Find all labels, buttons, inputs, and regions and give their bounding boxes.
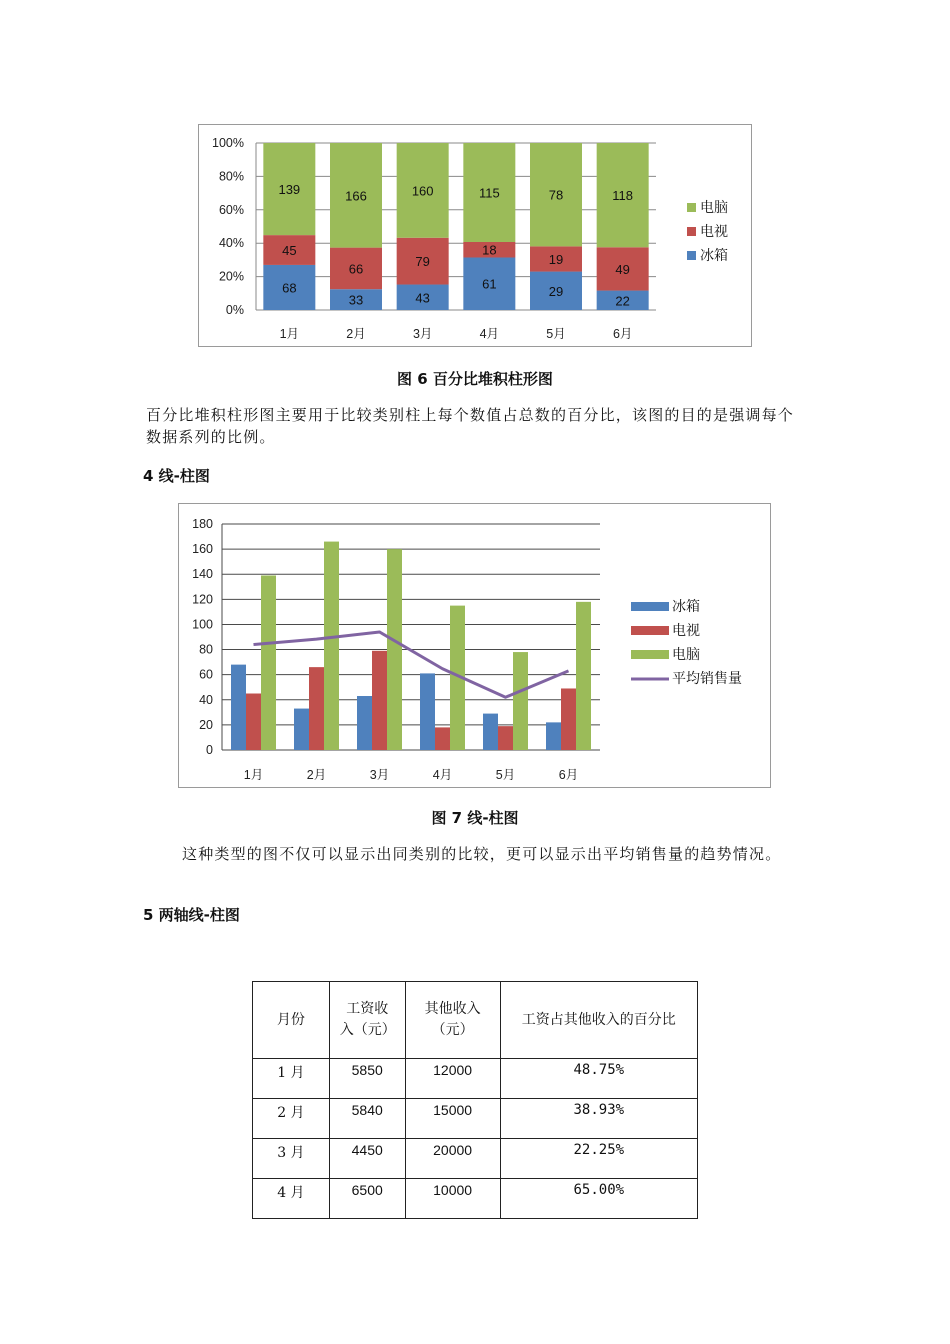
section-heading-line-bar-chart: 4 线-柱图 [143, 467, 210, 485]
y-tick-label: 80 [199, 642, 213, 657]
bar [387, 549, 402, 750]
data-label: 139 [278, 182, 301, 198]
line-bar-chart-svg [179, 504, 772, 789]
bar [483, 714, 498, 750]
y-tick-label: 60 [199, 667, 213, 682]
bar [546, 722, 561, 750]
table-row [253, 1099, 698, 1139]
cell-month: 1 月 [253, 1059, 330, 1099]
line-bar-chart [178, 503, 771, 788]
x-tick-label: 1月 [279, 327, 300, 341]
x-tick-label: 4月 [432, 768, 453, 782]
data-label: 18 [482, 242, 497, 258]
legend-label: 电脑 [700, 200, 728, 216]
legend-label: 电视 [700, 224, 728, 240]
table-row [253, 1139, 698, 1179]
bar [261, 575, 276, 750]
x-tick-label: 6月 [558, 768, 579, 782]
y-tick-label: 120 [192, 592, 213, 607]
y-tick-label: 180 [192, 517, 213, 531]
x-tick-label: 4月 [479, 327, 500, 341]
data-label: 78 [548, 187, 564, 203]
header-other-income-text: 其他收入（元） [424, 1001, 481, 1038]
bar [372, 651, 387, 750]
cell-salary: 4450 [329, 1139, 405, 1179]
y-tick-label: 20 [199, 717, 213, 732]
bar [246, 694, 261, 751]
header-other-income [405, 982, 500, 1059]
bar [357, 696, 372, 750]
data-label: 160 [411, 183, 434, 199]
table-row [253, 1179, 698, 1219]
cell-salary: 6500 [329, 1179, 405, 1219]
cell-month: 3 月 [253, 1139, 330, 1179]
x-tick-label: 2月 [306, 768, 327, 782]
bar [561, 688, 576, 750]
header-salary-ratio-text: 工资占其他收入的百分比 [521, 1011, 676, 1028]
x-tick-label: 5月 [546, 327, 566, 341]
legend-label: 冰箱 [700, 248, 728, 264]
y-tick-label: 160 [192, 542, 213, 557]
header-month: 月份 [253, 982, 330, 1059]
legend-swatch [687, 227, 696, 236]
percent-stacked-bar-chart-svg [199, 125, 753, 348]
cell-salary: 5840 [329, 1099, 405, 1139]
x-tick-label: 2月 [346, 327, 366, 341]
bar [309, 667, 324, 750]
x-tick-label: 3月 [369, 768, 390, 782]
cell-other-income: 20000 [405, 1139, 500, 1179]
percent-stacked-bar-chart [198, 124, 752, 347]
income-table [252, 981, 698, 1219]
figure-6-caption: 图 6 百分比堆积柱形图 [397, 370, 553, 388]
legend-swatch [631, 626, 669, 635]
cell-other-income: 12000 [405, 1059, 500, 1099]
data-label: 49 [615, 261, 630, 277]
header-salary-ratio [500, 982, 697, 1059]
y-tick-label: 40% [218, 236, 244, 251]
bar [498, 726, 513, 750]
legend-label: 平均销售量 [672, 671, 742, 687]
data-label: 19 [548, 251, 564, 267]
data-label: 115 [478, 185, 500, 201]
legend-swatch [687, 203, 696, 212]
section-heading-dual-axis-chart: 5 两轴线-柱图 [143, 906, 240, 924]
header-salary-income [329, 982, 405, 1059]
data-label: 33 [348, 292, 364, 308]
bar [231, 665, 246, 750]
legend-swatch [631, 650, 669, 659]
bar [576, 602, 591, 750]
cell-ratio: 22.25% [500, 1139, 697, 1179]
legend-swatch [631, 602, 669, 611]
y-tick-label: 60% [218, 202, 244, 217]
table-row [253, 1059, 698, 1099]
cell-other-income: 10000 [405, 1179, 500, 1219]
legend-swatch [687, 251, 696, 260]
data-label: 118 [612, 188, 634, 204]
cell-other-income: 15000 [405, 1099, 500, 1139]
header-salary-income-text: 工资收入（元） [339, 1001, 396, 1038]
data-label: 68 [282, 280, 297, 296]
data-label: 61 [482, 276, 497, 292]
legend-label: 冰箱 [672, 599, 700, 615]
data-label: 45 [282, 243, 297, 259]
y-tick-label: 20% [218, 269, 244, 284]
y-tick-label: 0 [206, 743, 213, 757]
data-label: 166 [345, 188, 367, 204]
legend-label: 电脑 [672, 647, 700, 663]
cell-ratio: 48.75% [500, 1059, 697, 1099]
table-header-row [253, 982, 698, 1059]
cell-ratio: 65.00% [500, 1179, 697, 1219]
y-tick-label: 100 [192, 617, 213, 632]
y-tick-label: 100% [212, 136, 244, 150]
y-tick-label: 0% [225, 303, 244, 317]
cell-month: 4 月 [253, 1179, 330, 1219]
x-tick-label: 1月 [243, 768, 264, 782]
data-label: 79 [415, 254, 430, 270]
data-label: 43 [415, 290, 430, 306]
figure-7-caption: 图 7 线-柱图 [431, 809, 519, 827]
data-label: 66 [348, 261, 364, 277]
x-tick-label: 6月 [612, 327, 633, 341]
cell-ratio: 38.93% [500, 1099, 697, 1139]
y-tick-label: 80% [218, 169, 244, 184]
bar [420, 673, 435, 750]
data-label: 22 [615, 293, 630, 309]
paragraph-line-bar-description: 这种类型的图不仅可以显示出同类别的比较，更可以显示出平均销售量的趋势情况。 [182, 845, 782, 863]
y-tick-label: 140 [192, 567, 213, 582]
cell-month: 2 月 [253, 1099, 330, 1139]
x-tick-label: 5月 [495, 768, 516, 782]
data-label: 29 [548, 283, 564, 299]
bar [435, 727, 450, 750]
legend-label: 电视 [672, 623, 700, 639]
paragraph-percent-stacked-description: 百分比堆积柱形图主要用于比较类别柱上每个数值占总数的百分比，该图的目的是强调每个数据系列的比例。 [146, 406, 795, 446]
x-tick-label: 3月 [412, 327, 433, 341]
bar [324, 542, 339, 750]
cell-salary: 5850 [329, 1059, 405, 1099]
y-tick-label: 40 [199, 692, 213, 707]
bar [513, 652, 528, 750]
bar [294, 709, 309, 750]
